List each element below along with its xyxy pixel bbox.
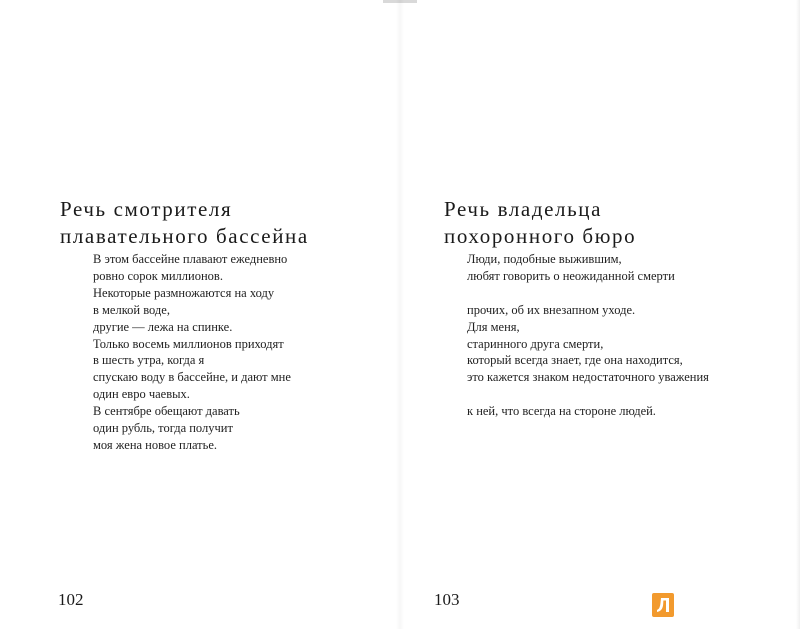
poem-line: моя жена новое платье. [93, 437, 217, 452]
poem-text-left [93, 251, 291, 454]
poem-line: Некоторые размножаются на ходу [93, 285, 275, 300]
labirint-logo-icon [652, 593, 674, 617]
stanza-break [467, 285, 709, 302]
right-page [400, 0, 800, 629]
poem-line: один евро чаевых. [93, 387, 190, 402]
title-line: Речь смотрителя [60, 197, 233, 221]
poem-title-right [444, 196, 636, 250]
poem-line: прочих, об их внезапном уходе. [467, 302, 636, 317]
poem-line: Для меня, [467, 319, 520, 334]
poem-line: старинного друга смерти, [467, 336, 604, 351]
poem-line: В этом бассейне плавают ежедневно [93, 252, 288, 266]
logo-glyph [656, 597, 670, 613]
stanza-break [467, 386, 709, 403]
poem-line: который всегда знает, где она находится, [467, 353, 683, 368]
poem-text-right [467, 251, 709, 420]
poem-line: Люди, подобные выжившим, [467, 252, 622, 266]
poem-line: любят говорить о неожиданной смерти [467, 268, 675, 283]
poem-line: Только восемь миллионов приходят [93, 336, 284, 351]
poem-line: это кажется знаком недостаточного уважения [467, 370, 709, 385]
title-line: похоронного бюро [444, 224, 637, 248]
poem-line: ровно сорок миллионов. [93, 268, 223, 283]
poem-line: в шесть утра, когда я [93, 353, 205, 368]
poem-line: В сентябре обещают давать [93, 404, 240, 419]
title-line: плавательного бассейна [60, 224, 309, 248]
page-number-left: 102 [58, 590, 84, 609]
poem-line: в мелкой воде, [93, 302, 170, 317]
title-line: Речь владельца [444, 197, 603, 221]
page-number-right: 103 [434, 590, 460, 609]
poem-line: другие — лежа на спинке. [93, 319, 233, 334]
poem-title-left [60, 196, 309, 250]
poem-line: один рубль, тогда получит [93, 421, 233, 436]
poem-line: к ней, что всегда на стороне людей. [467, 404, 656, 419]
poem-line: спускаю воду в бассейне, и дают мне [93, 370, 291, 385]
